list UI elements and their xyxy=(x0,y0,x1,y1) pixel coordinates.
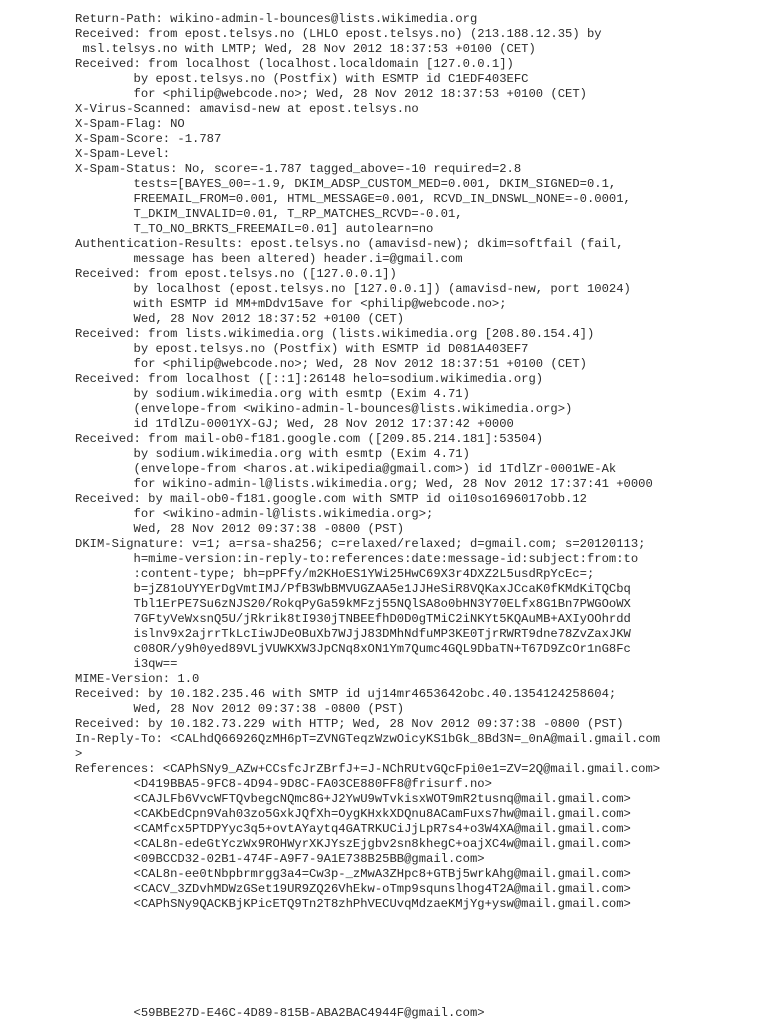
header-line: <09BCCD32-02B1-474F-A9F7-9A1E738B25BB@gmail.com> xyxy=(75,852,485,866)
header-line: by sodium.wikimedia.org with esmtp (Exim 4.71) xyxy=(75,447,470,461)
header-line: islnv9x2ajrrTkLcIiwJDeOBuXb7WJjJ83DMhNdfuMP3KE0TjrRWRT9dne78ZvZaxJKW xyxy=(75,627,631,641)
header-line: <CAPhSNy9QACKBjKPicETQ9Tn2T8zhPhVECUvqMdzaeKMjYg+ysw@mail.gmail.com> xyxy=(75,897,631,911)
header-line: References: <CAPhSNy9_AZw+CCsfcJrZBrfJ+=J-NChRUtvGQcFpi0e1=ZV=2Q@mail.gmail.com> xyxy=(75,762,661,776)
header-line: Tbl1ErPE7Su6zNJS20/RokqPyGa59kMFzj55NQlSA8o0bHN3Y70ELfx8G1Bn7PWGOoWX xyxy=(75,597,631,611)
header-line: by sodium.wikimedia.org with esmtp (Exim 4.71) xyxy=(75,387,470,401)
header-line: by localhost (epost.telsys.no [127.0.0.1]) (amavisd-new, port 10024) xyxy=(75,282,631,296)
header-line: (envelope-from <wikino-admin-l-bounces@lists.wikimedia.org>) xyxy=(75,402,573,416)
email-header-listing xyxy=(75,12,768,912)
header-line: :content-type; bh=pPFfy/m2KHoES1YWi25HwC69X3r4DXZ2L5usdRpYcEc=; xyxy=(75,567,595,581)
header-line: Wed, 28 Nov 2012 09:37:38 -0800 (PST) xyxy=(75,522,405,536)
references-trailing-line: <59BBE27D-E46C-4D89-815B-ABA2BAC4944F@gmail.com> xyxy=(75,1006,485,1020)
header-line: b=jZ81oUYYErDgVmtIMJ/PfB3WbBMVUGZAA5e1JJHeSiR8VQKaxJCcaK0fKMdKiTQCbq xyxy=(75,582,631,596)
header-line: FREEMAIL_FROM=0.001, HTML_MESSAGE=0.001, RCVD_IN_DNSWL_NONE=-0.0001, xyxy=(75,192,631,206)
header-line: i3qw== xyxy=(75,657,178,671)
header-line: <CACV_3ZDvhMDWzGSet19UR9ZQ26VhEkw-oTmp9squnslhog4T2A@mail.gmail.com> xyxy=(75,882,631,896)
header-line: Received: by 10.182.73.229 with HTTP; Wed, 28 Nov 2012 09:37:38 -0800 (PST) xyxy=(75,717,624,731)
header-line: X-Spam-Score: -1.787 xyxy=(75,132,222,146)
header-line: Authentication-Results: epost.telsys.no (amavisd-new); dkim=softfail (fail, xyxy=(75,237,624,251)
header-line: <CAMfcx5PTDPYyc3q5+ovtAYaytq4GATRKUCiJjLpR7s4+o3W4XA@mail.gmail.com> xyxy=(75,822,631,836)
header-line: X-Spam-Status: No, score=-1.787 tagged_above=-10 required=2.8 xyxy=(75,162,522,176)
header-line: X-Virus-Scanned: amavisd-new at epost.telsys.no xyxy=(75,102,419,116)
header-line: 7GFtyVeWxsnQ5U/jRkrik8tI930jTNBEEfhD0D0gTMiC2iNKYt5KQAuMB+AXIyOOhrdd xyxy=(75,612,631,626)
header-line: for <wikino-admin-l@lists.wikimedia.org>; xyxy=(75,507,434,521)
header-line: Received: from mail-ob0-f181.google.com ([209.85.214.181]:53504) xyxy=(75,432,544,446)
header-line: <CAL8n-ee0tNbpbrmrgg3a4=Cw3p-_zMwA3ZHpc8+GTBj5wrkAhg@mail.gmail.com> xyxy=(75,867,631,881)
header-line: X-Spam-Flag: NO xyxy=(75,117,185,131)
header-line: h=mime-version:in-reply-to:references:date:message-id:subject:from:to xyxy=(75,552,639,566)
header-line: Received: from epost.telsys.no ([127.0.0.1]) xyxy=(75,267,397,281)
header-line: for wikino-admin-l@lists.wikimedia.org; Wed, 28 Nov 2012 17:37:41 +0000 xyxy=(75,477,653,491)
header-line: with ESMTP id MM+mDdv15ave for <philip@webcode.no>; xyxy=(75,297,507,311)
header-line: Received: from localhost (localhost.localdomain [127.0.0.1]) xyxy=(75,57,514,71)
header-line: Wed, 28 Nov 2012 18:37:52 +0100 (CET) xyxy=(75,312,405,326)
header-line: Received: from localhost ([::1]:26148 helo=sodium.wikimedia.org) xyxy=(75,372,544,386)
header-line: for <philip@webcode.no>; Wed, 28 Nov 2012 18:37:51 +0100 (CET) xyxy=(75,357,587,371)
header-line: Return-Path: wikino-admin-l-bounces@lists.wikimedia.org xyxy=(75,12,478,26)
header-line: by epost.telsys.no (Postfix) with ESMTP id D081A403EF7 xyxy=(75,342,529,356)
header-line: <CAJLFb6VvcWFTQvbegcNQmc8G+J2YwU9wTvkisxWOT9mR2tusnq@mail.gmail.com> xyxy=(75,792,631,806)
header-line: for <philip@webcode.no>; Wed, 28 Nov 2012 18:37:53 +0100 (CET) xyxy=(75,87,587,101)
header-line: Received: from lists.wikimedia.org (lists.wikimedia.org [208.80.154.4]) xyxy=(75,327,595,341)
header-line: In-Reply-To: <CALhdQ66926QzMH6pT=ZVNGTeqzWzwOicyKS1bGk_8Bd3N=_0nA@mail.gmail.com xyxy=(75,732,661,746)
header-line: by epost.telsys.no (Postfix) with ESMTP id C1EDF403EFC xyxy=(75,72,529,86)
header-line: T_DKIM_INVALID=0.01, T_RP_MATCHES_RCVD=-0.01, xyxy=(75,207,463,221)
header-line: T_TO_NO_BRKTS_FREEMAIL=0.01] autolearn=no xyxy=(75,222,434,236)
header-line: Wed, 28 Nov 2012 09:37:38 -0800 (PST) xyxy=(75,702,405,716)
header-line: <CAKbEdCpn9Vah03zo5GxkJQfXh=OygKHxkXDQnu8ACamFuxs7hw@mail.gmail.com> xyxy=(75,807,631,821)
header-line: X-Spam-Level: xyxy=(75,147,171,161)
header-line: MIME-Version: 1.0 xyxy=(75,672,200,686)
header-line: <D419BBA5-9FC8-4D94-9D8C-FA03CE880FF8@frisurf.no> xyxy=(75,777,492,791)
header-line: Received: from epost.telsys.no (LHLO epost.telsys.no) (213.188.12.35) by xyxy=(75,27,602,41)
header-line: message has been altered) header.i=@gmail.com xyxy=(75,252,463,266)
header-line: Received: by 10.182.235.46 with SMTP id uj14mr4653642obc.40.1354124258604; xyxy=(75,687,617,701)
header-line: id 1TdlZu-0001YX-GJ; Wed, 28 Nov 2012 17:37:42 +0000 xyxy=(75,417,514,431)
header-line: <CAL8n-edeGtYczWx9ROHWyrXKJYszEjgbv2sn8khegC+oajXC4w@mail.gmail.com> xyxy=(75,837,631,851)
header-line: Received: by mail-ob0-f181.google.com with SMTP id oi10so1696017obb.12 xyxy=(75,492,587,506)
header-line: DKIM-Signature: v=1; a=rsa-sha256; c=relaxed/relaxed; d=gmail.com; s=20120113; xyxy=(75,537,646,551)
header-line: (envelope-from <haros.at.wikipedia@gmail.com>) id 1TdlZr-0001WE-Ak xyxy=(75,462,617,476)
header-line: tests=[BAYES_00=-1.9, DKIM_ADSP_CUSTOM_MED=0.001, DKIM_SIGNED=0.1, xyxy=(75,177,617,191)
header-line: msl.telsys.no with LMTP; Wed, 28 Nov 2012 18:37:53 +0100 (CET) xyxy=(75,42,536,56)
header-line: c08OR/y9h0yed89VLjVUWKXW3JpCNq8xON1Ym7Qumc4GQL9DbaTN+T67D9ZcOr1nG8Fc xyxy=(75,642,631,656)
header-line: > xyxy=(75,747,83,761)
